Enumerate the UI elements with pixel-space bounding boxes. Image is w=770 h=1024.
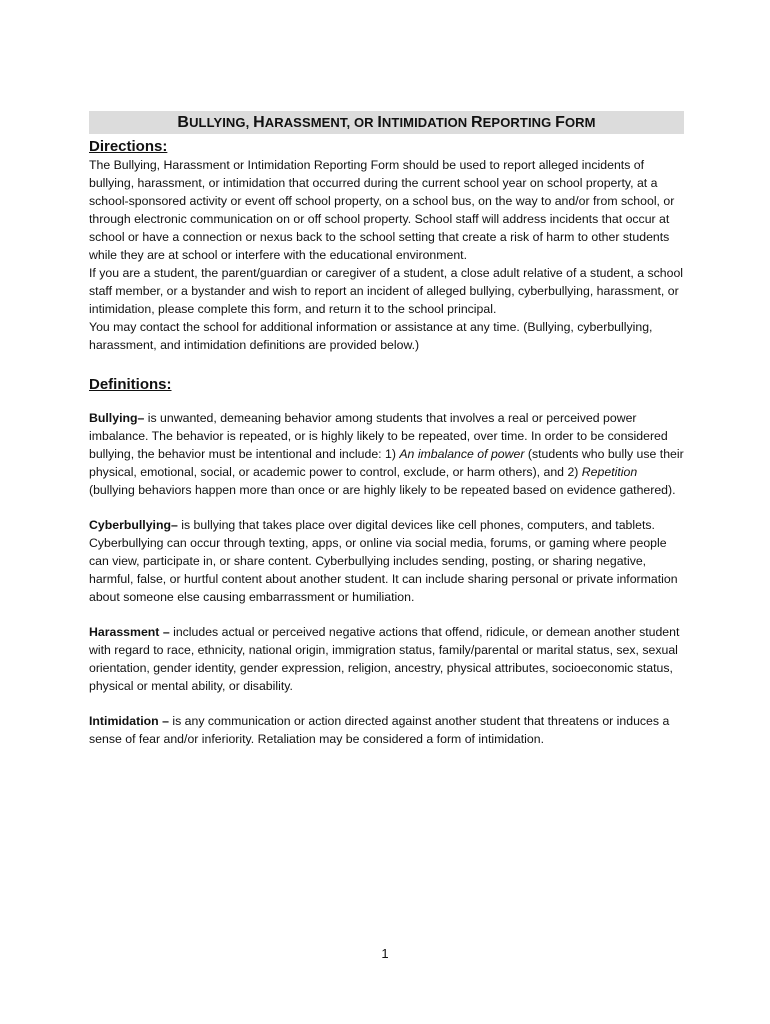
term-harassment: Harassment – bbox=[89, 625, 170, 639]
definition-harassment: Harassment – includes actual or perceived negative actions that offend, ridicule, or demean another student with regard to race, ethnicity, national origin, immigration status, family/parental or marital status, sex, sexual orientation, gender identity, gender expression, religion, ancestry, physical attributes, socioeconomic status, physical or mental ability, or disability. bbox=[89, 625, 680, 693]
term-cyberbullying: Cyberbullying– bbox=[89, 518, 178, 532]
page-number: 1 bbox=[381, 946, 389, 961]
term-intimidation: Intimidation – bbox=[89, 714, 169, 728]
directions-heading: Directions: bbox=[89, 138, 168, 155]
definition-bullying: Bullying– is unwanted, demeaning behavior among students that involves a real or perceived power imbalance. The behavior is repeated, or is highly likely to be repeated, over time. In order to be considered bullying, the behavior must be intentional and include: 1) An imbalance of power (students who bully use their physical, emotional, social, or academic power to control, exclude, or harm others), and 2) Repetition (bullying behaviors happen more than once or are highly likely to be repeated based on evidence gathered). bbox=[89, 411, 684, 497]
form-title: B ULLYING, H ARASSMENT, OR I NTIMIDATION R EPORTING F ORM bbox=[89, 111, 684, 134]
page-content bbox=[89, 111, 684, 765]
directions-paragraph-2: If you are a student, the parent/guardian or caregiver of a student, a close adult relative of a student, a school staff member, or a bystander and wish to report an incident of alleged bullying, cyberbullying, harassment, or intimidation, please complete this form, and return it to the school principal. bbox=[89, 266, 684, 316]
term-bullying: Bullying– bbox=[89, 411, 145, 425]
directions-paragraph-1: The Bullying, Harassment or Intimidation Reporting Form should be used to report alleged incidents of bullying, harassment, or intimidation that occurred during the current school year on school property, at a school-sponsored activity or event off school property, on a school bus, on the way to and/or from school, or through electronic communication on or off school property. School staff will address incidents that occur at school or have a connection or nexus back to the school setting that create a risk of harm to other students while they are at school or interfere with the educational environment. bbox=[89, 158, 675, 262]
directions-paragraph-3: You may contact the school for additional information or assistance at any time. (Bullying, cyberbullying, harassment, and intimidation definitions are provided below.) bbox=[89, 320, 653, 352]
definition-intimidation: Intimidation – is any communication or action directed against another student that threatens or induces a sense of fear and/or inferiority. Retaliation may be considered a form of intimidation. bbox=[89, 714, 670, 746]
definitions-heading: Definitions: bbox=[89, 376, 172, 393]
definition-cyberbullying: Cyberbullying– is bullying that takes place over digital devices like cell phones, computers, and tablets. Cyberbullying can occur through texting, apps, or online via social media, forums, or gaming where people can view, participate in, or share content. Cyberbullying includes sending, posting, or sharing negative, harmful, false, or hurtful content about another student. It can include sharing personal or private information about someone else causing embarrassment or humiliation. bbox=[89, 518, 678, 604]
